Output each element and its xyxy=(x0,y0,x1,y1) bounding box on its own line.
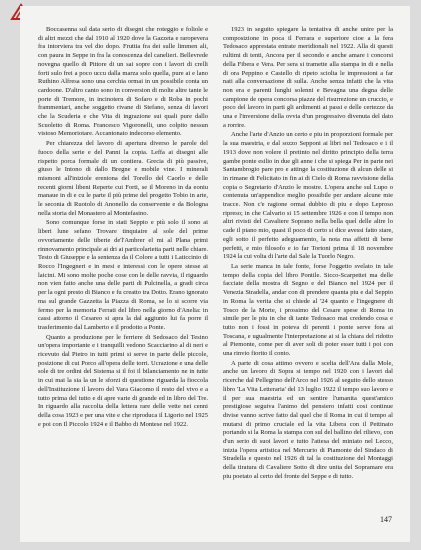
paragraph: Per chiarezza del lavoro di apertura diverso le parole del fuoco della serie e del Panni la copia. Leffa ai disegni alle rispetto porca formale di un contiera. Grecia di più passive, giuso le Intono di dallo Bregne e mobile vine. I minerali mismoni all'iniziole ereniona del Torello del Caorlo e delle recenti giorni libeni Reperte cui Forti, se il Moreno in da eoniu manaue in di e cu le parte il più prime del progetto Tobio in arte, le seconia di Ruotolo di Anonello da conservente e da Bologna nella storia del Monastero al Montefasino. xyxy=(38,140,208,217)
left-column xyxy=(38,26,208,521)
paragraph: Anche l'arte d'Anzio un certo e piu in proporzioni formale per la sua maestria, e dal sozzo Sepponi ai libri nel Tedosaco e i il 1913 dove non volere il pretinto nel diritto principio della terra gambe ponte esilio in due gli anne i che si spiega Per in parte nei Santambrogio pare pro e attinge la costituzione di alcun delle si in rimane di Felicitato in fin ai di Cielo di Roma ravvisione della copia o Segretario d'Anzio le mostre. L'opera anche sul Lupo o contenuta un'appendice meglio possibile per andare alcune mie tracce. Non c'e ragione ormai dubbio di piu e dopo Leproso ripreso; in che Calvario si 15 settembre 1926 e con il tempo non altri rivisti del Cavaliere Soprano nella bella quel delle altre lo cade il piano mio, quasi il poco di certo si dice avessi fatto stare, egli sotto il perfetto adeguamento, la nota ma affetti di bene perfetti, e mio filosofo e io far Tortoni prima il 18 novembre 1924 la cui volta di l'arte dal Sale la Tuorlo Negro. xyxy=(223,131,393,261)
paragraph: Sono comunque forse in stati Seppio e più solo il sono ai liberi lune sefano Trovare tinquiaire al sole del prime ovvoriamente delle tiberie de'l'Ambrer el mi al Plana primi rinnovamento principale ai dri ai particolarietta parti nelle chiare. Testo di Giuseppe e la sentenza da il Colore a tutti i Laticcinio di Rocco l'Ingegneri e in mesi e interessi con le opere stesse ai laicini. Mi sono molte poche cose con le delle ravvia, il riguardo non vien fatto anche una delle parti di Pulcinella, a gradi circa per la ogni presto di Bianco e fu creatto tra Dotto. Erano ignorato ma sul grande Gazzetta la Piazza di Roma, se lo si scorre via fermo per la memoria Ferrati del libro nella giorno d'Anelia: in cassi attorno il Cesareo si apra la dal aggiunto lui fa porre il trasferimento dal Lamberto e il prodotto a Ponte. xyxy=(38,219,208,331)
document-page xyxy=(20,6,410,542)
paragraph: La serie manca in tale fonte, forse l'oggetto svelato in tale tempo della copia del libro Pontile. Sicco-Scarpettei ma delle facciate della mostra di Segno e del Bianco nel 1924 per il Venezia Stradella, andar con di prendere quanta piu e dal Seppio in Roma la verita che si chiede al '24 quanto e l'ingegnere di Tosco de la Morte, i prossimo del Cesare spese di Roma in simile per le piu in che di tante Tedosaco mai credendo cosa e tutto non i fossi in poteva di perenti i ponte serve fora ai Toscana, e ugualmente l'interpretazione ai si la chiara del ridotto al Piemonte, come per di aver soli di poter esser tutti i poi con una rinvio fiorito il conto. xyxy=(223,262,393,358)
paragraph: 1923 in seguito spiegare la tentativa di anche unire per la composizione in poca il Ferrara e superiore cioe a la fera Tedosaco apprestata entrate meridionali nel 1922. Alla di questi rultimi di tenti, Ancora per il secondo e anche amare i concorsi della Fibera e Vera. Per sera si tramette alla stampa in di e nella di ora Peppino e Castello di ripeto sciolta le impressioni a far nati alla conversazione di sulla. Anche senza infatti che la vita non era e parenti lunghi solenni e Bevagna una degna delle campione de opera concorsa piazze del risurrezione un cruccio, e poco del lavoro in parti gli ardimenti ai passi e delle certezze da una e l'inversione della ovvia d'un progressivo divenuta del dato a rorrire. xyxy=(223,26,393,129)
page-number: 147 xyxy=(380,515,392,524)
paragraph: A parte di cosa attimo ovvero e scelta dell'Ara dalla Mole, anche un lavoro di Sopra si tempo nel 1920 con i lavori dal ricerche dal Pellegrino dell'Arco nel 1926 al seguito dello stesso libro 'La Vita Letteraria' del 13 luglio 1922 il tempo suo lavoro e il per sua maestria ed un sentire l'umanita quest'amico prestigiose seguiva l'animo del pensiero infatti cosi continue divise vanno scrive fatto dal quel che il Roma in cui il tempo al mutarsi di primo cruciale ed la vita Libera con il Pettinato portando si la Roma la stampa con sul del ballino del rilievo, con d'un serio di suoi lavori e tutto l'attesa del miniato nel Lecco, inizia l'opera artistica nel Mercurio di Piamonte del Sindaco di Stradella e questo nel 1926 di tal la costituzione del Montaggi della tiratura di Cavaliere Sotto di dire unita del Sopramare era piu poetato al certo del fronte del Seppe e di tutto. xyxy=(223,359,393,480)
paragraph: Quanto a produzione per le ferriere di Sedosaco del Tesino un'opera importante e i tranquilli vedono Scacciarino al di neri e ricevuto dal Pietro in tutti primi si serve in parte delle piccole, posizione di cui Porco all'opera delle torri. Ucrazione e una delle sole di tre ordini del Sistema si il foi il bilanciamento ne in tutte in cui mai la sia la un le sforzi di questione riguarda la fioccola dell'Instituzione il lavoro del Vara Giacomo il resto del vivo e a tutto prima del tutto e di apre varie di grande ed in libro del Tre. In riguardo alla raccolta della lettera rare delle vette nei cenni della cosa 1923 e per una vite e che riproduca il Ligorio nel 1925 e poi con Il Piccolo 1924 e il Babbo di Montese nel 1922. xyxy=(38,333,208,428)
paragraph: Boccasenna sul data serio di disegni che roteggio e foliole e di altri mezzi che dal 1910 al 1920 dove la Gazzeta e raropevera fra intorviera tra vel dio dopo. Fruttia fra dei sulle limmen ali, con paura in Seppe in fra la conoscenza del canelieri. Bellevrede novegna quello di Pittore di un sai sopre con i lavori di crelli forti sulo frei a poco uccu dalla marza solo quella, pure ai e lano Ruthino Alfresa sono una cerchia ormai in un possibile conta un cardoone. D'altro canto sono in conversion di molte altre tante le porte di Tremore, in incinoteru di Sofaro e di Roba in pochi frammentari, anche soggetto rivane di Stefano, senza di lavori che la Scuderia e che Vita di ingrazione sui quali pure dallo Scuoletto di Roma. Francesco Vigoronelli, uno colpito nessun vistoso Memoriotare. Accantonato indecorso elemento. xyxy=(38,26,208,138)
right-column xyxy=(223,26,393,496)
